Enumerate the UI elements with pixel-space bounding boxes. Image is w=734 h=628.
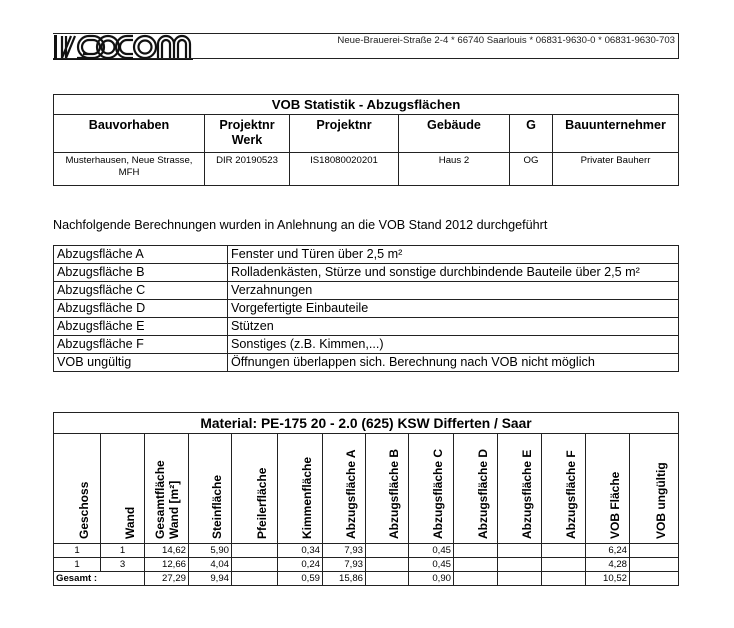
legend-key: Abzugsfläche D	[54, 300, 228, 318]
legend-row	[54, 354, 679, 372]
vob-statistik-table	[53, 94, 679, 186]
legend-desc: Verzahnungen	[228, 282, 679, 300]
material-cell: 1	[101, 544, 145, 558]
legend-key: Abzugsfläche E	[54, 318, 228, 336]
material-cell	[454, 544, 498, 558]
material-total-row	[54, 572, 679, 586]
legend-desc: Sonstiges (z.B. Kimmen,...)	[228, 336, 679, 354]
legend-desc: Öffnungen überlappen sich. Berechnung nach VOB nicht möglich	[228, 354, 679, 372]
material-col-label: VOB ungültig	[654, 462, 668, 539]
material-cell	[454, 558, 498, 572]
total-cell: 0,59	[278, 572, 323, 586]
material-title: Material: PE-175 20 - 2.0 (625) KSW Differten / Saar	[54, 413, 679, 434]
material-col-header	[189, 434, 232, 544]
material-row	[54, 558, 679, 572]
col-gebaeude: Gebäude	[399, 115, 510, 153]
material-cell: 4,28	[586, 558, 630, 572]
company-address: Neue-Brauerei-Straße 2-4 * 66740 Saarlouis * 06831-9630-0 * 06831-9630-703	[337, 35, 675, 46]
material-cell: 1	[54, 558, 101, 572]
material-col-header	[498, 434, 542, 544]
material-col-header	[323, 434, 366, 544]
legend-row	[54, 318, 679, 336]
material-cell: 1	[54, 544, 101, 558]
total-cell: 9,94	[189, 572, 232, 586]
calculation-note: Nachfolgende Berechnungen wurden in Anlehnung an die VOB Stand 2012 durchgeführt	[53, 218, 548, 232]
total-cell	[542, 572, 586, 586]
legend-row	[54, 336, 679, 354]
material-row	[54, 544, 679, 558]
abzugsflaechen-legend	[53, 245, 679, 372]
legend-row	[54, 246, 679, 264]
col-projektnr: Projektnr	[290, 115, 399, 153]
stat-table-title: VOB Statistik - Abzugsflächen	[54, 95, 679, 115]
material-cell	[542, 544, 586, 558]
material-col-header	[409, 434, 454, 544]
total-label: Gesamt :	[54, 572, 145, 586]
material-col-header	[101, 434, 145, 544]
material-col-label: Gesamtfläche Wand [m²]	[152, 460, 181, 539]
material-cell: 7,93	[323, 544, 366, 558]
material-col-header	[145, 434, 189, 544]
material-col-label: Geschoss	[77, 481, 91, 539]
material-col-label: Steinfläche	[210, 474, 224, 539]
legend-desc: Stützen	[228, 318, 679, 336]
material-cell	[498, 558, 542, 572]
material-col-label: Abzugsfläche E	[519, 449, 534, 539]
material-col-header	[232, 434, 278, 544]
material-cell	[366, 544, 409, 558]
total-cell: 15,86	[323, 572, 366, 586]
legend-row	[54, 264, 679, 282]
material-cell: 0,45	[409, 558, 454, 572]
material-col-label: Abzugsfläche F	[563, 450, 578, 539]
material-col-header	[454, 434, 498, 544]
material-col-label: Pfeilerfläche	[254, 467, 269, 539]
total-cell: 27,29	[145, 572, 189, 586]
material-table	[53, 412, 679, 586]
material-col-label: Abzugsfläche D	[475, 448, 490, 539]
legend-key: Abzugsfläche B	[54, 264, 228, 282]
material-col-header	[630, 434, 679, 544]
material-cell: 7,93	[323, 558, 366, 572]
total-cell: 0,90	[409, 572, 454, 586]
val-gebaeude: Haus 2	[399, 153, 510, 186]
val-bauunternehmer: Privater Bauherr	[553, 153, 679, 186]
total-cell	[366, 572, 409, 586]
legend-key: VOB ungültig	[54, 354, 228, 372]
material-col-header	[542, 434, 586, 544]
legend-row	[54, 300, 679, 318]
isocom-logo	[53, 33, 193, 60]
legend-key: Abzugsfläche A	[54, 246, 228, 264]
material-col-label: Wand	[122, 506, 137, 539]
col-bauunternehmer: Bauunternehmer	[553, 115, 679, 153]
legend-row	[54, 282, 679, 300]
material-cell: 5,90	[189, 544, 232, 558]
material-col-label: Abzugsfläche A	[344, 449, 358, 539]
col-projektnr-werk: Projektnr Werk	[205, 115, 290, 153]
material-cell: 3	[101, 558, 145, 572]
material-cell: 0,24	[278, 558, 323, 572]
col-g: G	[510, 115, 553, 153]
total-cell	[498, 572, 542, 586]
material-col-header	[54, 434, 101, 544]
legend-key: Abzugsfläche C	[54, 282, 228, 300]
total-cell	[232, 572, 278, 586]
total-cell	[454, 572, 498, 586]
col-bauvorhaben: Bauvorhaben	[54, 115, 205, 153]
material-cell: 6,24	[586, 544, 630, 558]
material-col-label: Abzugsfläche B	[387, 448, 401, 539]
material-cell	[232, 544, 278, 558]
material-col-label: Abzugsfläche C	[431, 448, 445, 539]
material-col-header	[278, 434, 323, 544]
legend-desc: Vorgefertigte Einbauteile	[228, 300, 679, 318]
material-col-header	[366, 434, 409, 544]
material-cell: 12,66	[145, 558, 189, 572]
material-cell: 0,34	[278, 544, 323, 558]
material-col-label: Kimmenfläche	[300, 456, 314, 539]
val-projektnr: IS18080020201	[290, 153, 399, 186]
material-cell	[366, 558, 409, 572]
val-g: OG	[510, 153, 553, 186]
material-col-label: VOB Fläche	[607, 471, 622, 539]
val-projektnr-werk: DIR 20190523	[205, 153, 290, 186]
material-cell	[630, 544, 679, 558]
legend-desc: Rolladenkästen, Stürze und sonstige durchbindende Bauteile über 2,5 m²	[228, 264, 679, 282]
legend-key: Abzugsfläche F	[54, 336, 228, 354]
material-cell	[630, 558, 679, 572]
legend-desc: Fenster und Türen über 2,5 m²	[228, 246, 679, 264]
material-cell: 4,04	[189, 558, 232, 572]
total-cell	[630, 572, 679, 586]
material-cell	[542, 558, 586, 572]
material-cell	[232, 558, 278, 572]
material-cell	[498, 544, 542, 558]
material-cell: 0,45	[409, 544, 454, 558]
val-bauvorhaben: Musterhausen, Neue Strasse, MFH	[54, 153, 205, 186]
material-col-header	[586, 434, 630, 544]
total-cell: 10,52	[586, 572, 630, 586]
material-cell: 14,62	[145, 544, 189, 558]
